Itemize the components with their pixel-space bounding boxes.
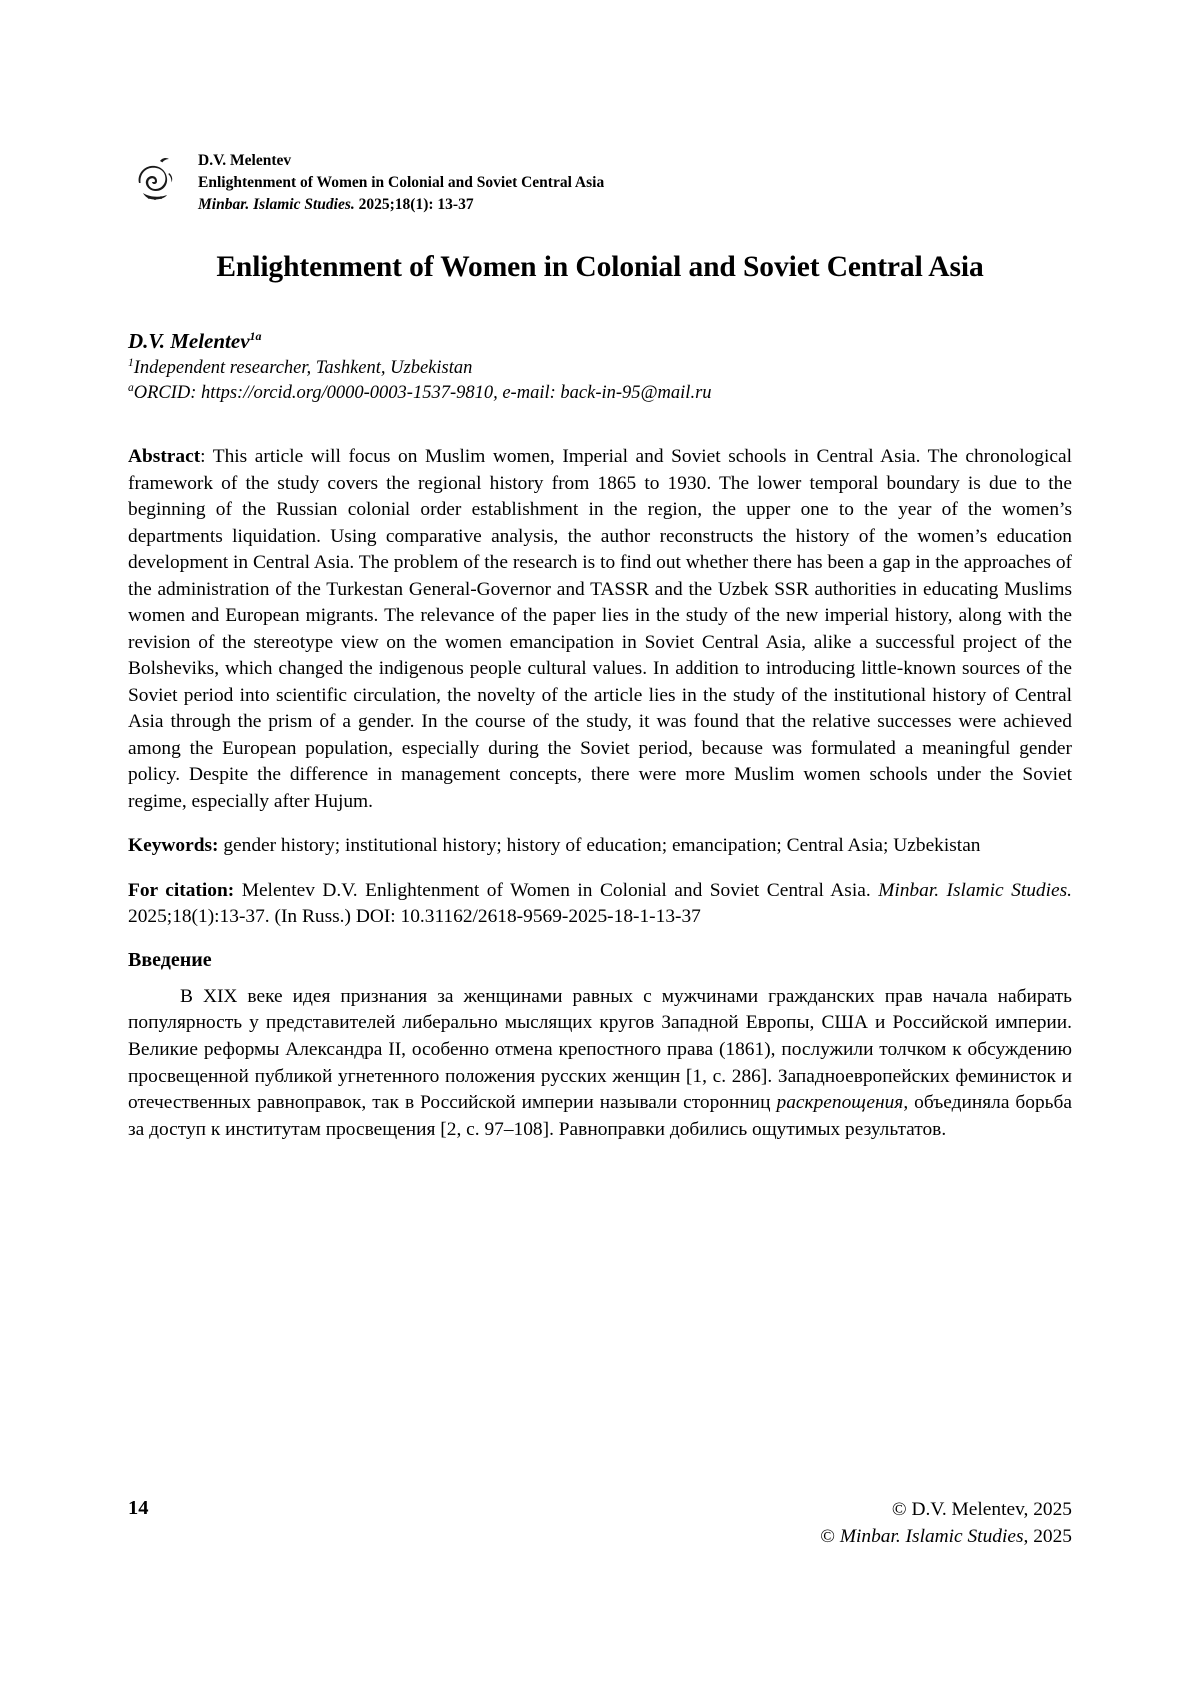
copyright-author: © D.V. Melentev, 2025 [891, 1499, 1072, 1521]
citation-journal: Minbar. Islamic Studies. [878, 879, 1072, 901]
author-name [128, 329, 1072, 354]
copyright-symbol: © [820, 1526, 840, 1548]
keywords-label: Keywords: [128, 835, 219, 857]
abstract-text: : This article will focus on Muslim women, Imperial and Soviet schools in Central Asia. The chronological framework of the study covers the regional history from 1865 to 1930. The lower temporal boundary is due to the beginning of the Russian colonial order establishment in the region, the upper one to the year of the women’s departments liquidation. Using comparative analysis, the author reconstructs the history of the women’s education development in Central Asia. The problem of the research is to find out whether there has been a gap in the approaches of the administration of the Turkestan General-Governor and TASSR and the Uzbek SSR authorities in educating Muslims women and European migrants. The relevance of the paper lies in the study of the new imperial history, along with the revision of the stereotype view on the women emancipation in Soviet Central Asia, alike a successful project of the Bolsheviks, which changed the indigenous people cultural values. In addition to introducing little-known sources of the Soviet period into scientific circulation, the novelty of the article lies in the study of the institutional history of Central Asia through the prism of a gender. In the course of the study, it was found that the relative successes were achieved among the European population, especially during the Soviet period, because was formulated a meaningful gender policy. Despite the difference in management concepts, there were more Muslim women schools under the Soviet regime, especially after Hujum. [128, 446, 1072, 812]
section-heading-introduction: Введение [128, 948, 212, 971]
page-number: 14 [128, 1497, 149, 1520]
intro-text-italic: раскрепощения [776, 1092, 904, 1114]
copyright-block [820, 1497, 1072, 1551]
abstract-paragraph [128, 444, 1072, 815]
running-head-author: D.V. Melentev [198, 152, 292, 169]
author-name-text: D.V. Melentev [128, 329, 250, 354]
intro-text-part2: , объединяла борьба за доступ к институтам просвещения [2, с. 97–108]. Равноправки добились ощутимых результатов. [128, 1092, 1072, 1140]
orcid-text: ORCID: https://orcid.org/0000-0003-1537-9810, e-mail: back-in-95@mail.ru [133, 383, 712, 404]
running-head-title: Enlightenment of Women in Colonial and Soviet Central Asia [198, 174, 605, 191]
arabic-calligraphy-logo-icon [128, 152, 180, 208]
affiliation-superscript: 1 [128, 357, 134, 370]
copyright-journal [820, 1524, 1072, 1551]
page-title: Enlightenment of Women in Colonial and Soviet Central Asia [216, 251, 984, 283]
running-head-text [198, 150, 604, 216]
author-block [128, 329, 1072, 406]
author-orcid [128, 381, 1072, 406]
citation-text-after: 2025;18(1):13-37. (In Russ.) DOI: 10.31162/2618-9569-2025-18-1-13-37 [128, 906, 701, 928]
intro-text-part1: В XIX веке идея признания за женщинами равных с мужчинами гражданских прав начала набирать популярность у представителей либерально мыслящих кругов Западной Европы, США и Российской империи. Великие реформы Александра II, особенно отмена крепостного права (1861), послужили толчком к обсуждению просвещенной публикой угнетенного положения русских женщин [1, с. 286]. Западноевропейских феминисток и отечественных равноправок, так в Российской империи называли сторонниц [128, 985, 1072, 1114]
introduction-paragraph [128, 984, 1072, 1144]
running-head-source [198, 194, 604, 216]
orcid-superscript: a [128, 382, 134, 395]
author-affiliation [128, 356, 1072, 381]
running-head-issue: 2025;18(1): 13-37 [354, 196, 474, 213]
copyright-year: , 2025 [1023, 1526, 1072, 1548]
author-name-superscript: 1a [249, 329, 262, 344]
running-head-journal: Minbar. Islamic Studies. [198, 196, 355, 213]
copyright-journal-name: Minbar. Islamic Studies [839, 1526, 1024, 1548]
citation-label: For citation: [128, 879, 235, 901]
citation-paragraph [128, 878, 1072, 931]
page-footer [128, 1497, 1072, 1551]
keywords-text: gender history; institutional history; history of education; emancipation; Central Asia; Uzbekistan [218, 835, 981, 857]
keywords-paragraph [128, 833, 1072, 859]
running-head [128, 150, 1072, 216]
abstract-label: Abstract [128, 446, 201, 468]
citation-text-before: Melentev D.V. Enlightenment of Women in Colonial and Soviet Central Asia. [234, 879, 879, 901]
affiliation-text: Independent researcher, Tashkent, Uzbekistan [133, 358, 473, 379]
